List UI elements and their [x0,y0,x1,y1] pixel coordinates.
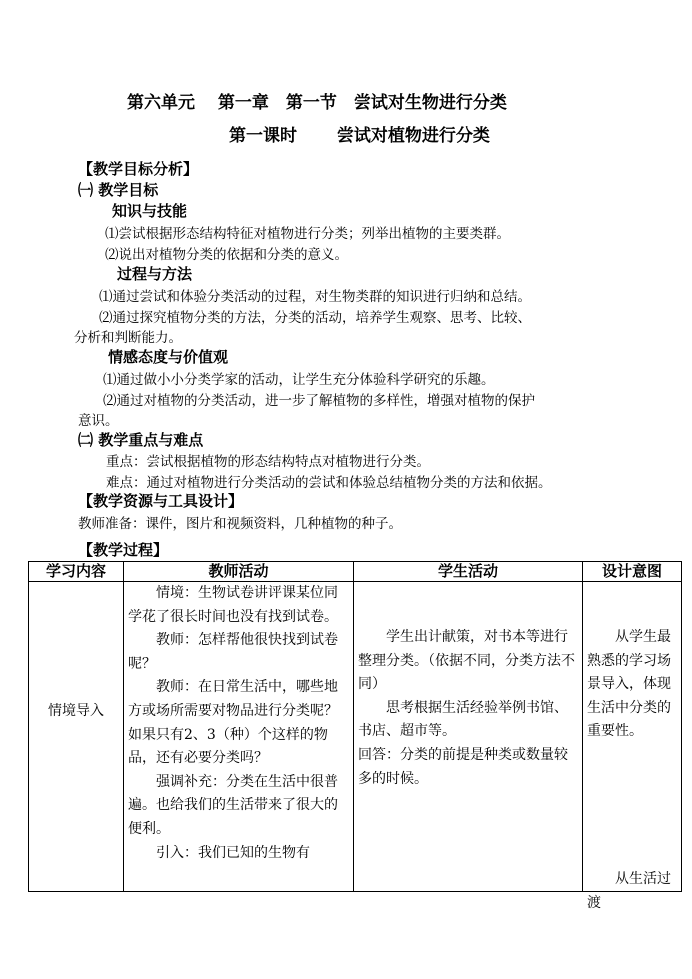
page-title: 第六单元 第一章 第一节 尝试对生物进行分类 [127,93,507,113]
key-difficult-heading: ㈡ 教学重点与难点 [78,431,204,449]
difficult-point: 难点：通过对植物进行分类活动的尝试和体验总结植物分类的方法和依据。 [106,475,552,491]
knowledge-item-1: ⑴尝试根据形态结构特征对植物进行分类；列举出植物的主要类群。 [105,226,510,242]
process-method-heading: 过程与方法 [117,265,193,283]
emotion-item-1: ⑴通过做小小分类学家的活动，让学生充分体验科学研究的乐趣。 [103,372,495,388]
knowledge-item-2: ⑵说出对植物分类的依据和分类的意义。 [105,247,348,263]
column-header-intent: 设计意图 [583,562,682,582]
intent-paragraph: 从生活过渡 [587,871,671,911]
lesson-subtitle: 第一课时 尝试对植物进行分类 [229,126,490,146]
student-paragraph: 思考根据生活经验举例书馆、书店、超市等。 [358,699,568,740]
resources-section-title: 【教学资源与工具设计】 [78,492,244,510]
teacher-paragraph: 强调补充：分类在生活中很普遍。也给我们的生活带来了很大的便利。 [128,773,338,837]
teacher-activity-cell [124,582,354,892]
student-activity-cell [354,582,583,892]
student-paragraph: 回答：分类的前提是种类或数量较多的时候。 [358,746,568,787]
process-item-2-line-2: 分析和判断能力。 [74,330,182,346]
table-header-row [29,562,682,582]
teacher-paragraph: 情境：生物试卷讲评课某位同学花了很长时间也没有找到试卷。 [128,585,338,625]
column-header-teacher: 教师活动 [124,562,354,582]
emotion-item-2-line-1: ⑵通过对植物的分类活动，进一步了解植物的多样性，增强对植物的保护 [103,393,535,409]
content-label: 情境导入 [48,703,104,719]
goals-heading: ㈠ 教学目标 [78,181,159,199]
teaching-process-table [28,561,682,911]
process-item-2-line-1: ⑵通过探究植物分类的方法，分类的活动，培养学生观察、思考、比较、 [99,310,531,326]
design-intent-cell [583,582,682,911]
teacher-paragraph: 教师：怎样帮他很快找到试卷呢？ [128,632,338,672]
table-row [29,582,682,892]
resources-text: 教师准备：课件，图片和视频资料，几种植物的种子。 [78,516,402,532]
process-section-title: 【教学过程】 [78,541,169,559]
knowledge-heading: 知识与技能 [112,202,188,220]
student-paragraph: 学生出计献策，对书本等进行整理分类。（依据不同，分类方法不同） [358,629,575,693]
emotion-heading: 情感态度与价值观 [108,348,229,366]
column-header-student: 学生活动 [354,562,583,582]
emotion-item-2-line-2: 意识。 [78,413,119,429]
content-cell [29,582,124,892]
teacher-paragraph: 引入：我们已知的生物有 [156,844,310,861]
process-item-1: ⑴通过尝试和体验分类活动的过程，对生物类群的知识进行归纳和总结。 [99,289,531,305]
key-point: 重点：尝试根据植物的形态结构特点对植物进行分类。 [106,454,430,470]
teacher-paragraph: 教师：在日常生活中，哪些地方或场所需要对物品进行分类呢？如果只有2、3（种）个这样的物品，还有必要分类吗？ [128,679,338,767]
objectives-section-title: 【教学目标分析】 [78,160,199,178]
column-header-content: 学习内容 [29,562,124,582]
intent-paragraph: 从学生最熟悉的学习场景导入，体现生活中分类的重要性。 [587,629,671,740]
